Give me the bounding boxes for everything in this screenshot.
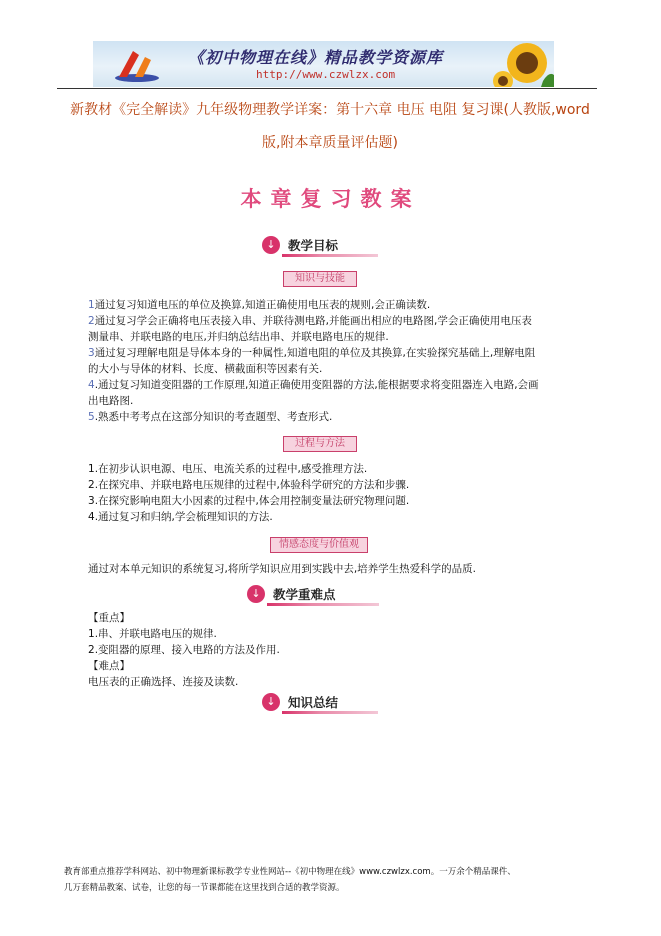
section-teaching-goals [262,236,378,254]
banner-title: 《初中物理在线》精品教学资源库 [188,48,444,67]
section-title: 教学重难点 [273,587,336,602]
list-item: 4.通过复习和归纳,学会梳理知识的方法. [88,511,273,523]
emotion-goal-text: 通过对本单元知识的系统复习,将所学知识应用到实践中去,培养学生热爱科学的品质. [88,563,477,575]
footer-line: 教育部重点推荐学科网站、初中物理新课标教学专业性网站--《初中物理在线》www.czwlzx.com。一万余个精品课件、 [64,867,516,877]
list-item: 5.熟悉中考考点在这部分知识的考查题型、考查形式. [88,411,333,423]
tag-knowledge-skills: 知识与技能 [283,271,357,287]
down-arrow-icon: ↓ [247,585,265,603]
list-item-continuation: 测量串、并联电路的电压,并归纳总结出串、并联电路电压的规律. [88,331,389,343]
list-item: 1通过复习知道电压的单位及换算,知道正确使用电压表的规则,会正确读数. [88,299,431,311]
logo-icon [111,45,161,85]
list-item: 3通过复习理解电阻是导体本身的一种属性,知道电阻的单位及其换算,在实验探究基础上,理解电阻 [88,347,536,359]
tag-process-methods: 过程与方法 [283,436,357,452]
difficulty-text: 电压表的正确选择、连接及读数. [88,676,239,688]
section-title: 知识总结 [288,695,339,710]
list-item: 4.通过复习知道变阻器的工作原理,知道正确使用变阻器的方法,能根据要求将变阻器连入电路,会画 [88,379,539,391]
list-item: 1.在初步认识电源、电压、电流关系的过程中,感受推理方法. [88,463,368,475]
difficulty-label: 【难点】 [88,660,130,672]
list-item: 1.串、并联电路电压的规律. [88,628,217,640]
footer-line: 几万套精品教案、试卷，让您的每一节课都能在这里找到合适的教学资源。 [64,883,345,893]
header-banner [93,41,554,87]
list-item: 2通过复习学会正确将电压表接入串、并联待测电路,并能画出相应的电路图,学会正确使用电压表 [88,315,532,327]
down-arrow-icon: ↓ [262,236,280,254]
page-footer [64,864,604,896]
header-divider [57,88,597,89]
list-item-continuation: 出电路图. [88,395,134,407]
list-item: 2.变阻器的原理、接入电路的方法及作用. [88,644,280,656]
section-key-points [247,585,379,603]
list-item: 2.在探究串、并联电路电压规律的过程中,体验科学研究的方法和步骤. [88,479,410,491]
list-item-continuation: 的大小与导体的材料、长度、横截面积等因素有关. [88,363,323,375]
section-underline [282,254,378,257]
document-title: 新教材《完全解读》九年级物理教学详案：第十六章 电压 电阻 复习课(人教版,word 版,附本章质量评估题) [70,102,590,151]
down-arrow-icon: ↓ [262,693,280,711]
section-underline [282,711,378,714]
section-underline [267,603,379,606]
list-item: 3.在探究影响电阻大小因素的过程中,体会用控制变量法研究物理问题. [88,495,410,507]
tag-emotion-values: 情感态度与价值观 [270,537,368,553]
section-title: 教学目标 [288,238,339,253]
sunflower-icon [493,41,554,87]
page-heading: 本章复习教案 [240,187,421,211]
focus-label: 【重点】 [88,612,130,624]
section-knowledge-summary [262,693,378,711]
banner-url: http://www.czwlzx.com [256,68,396,81]
